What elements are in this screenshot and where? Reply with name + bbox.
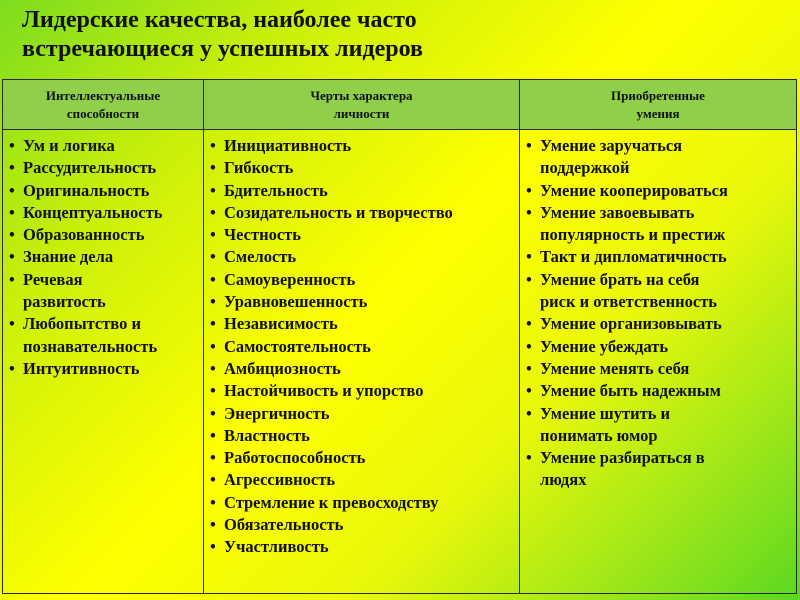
- list-item: [204, 536, 519, 558]
- list-item-text: Рассудительность: [23, 158, 157, 178]
- column-skills: [520, 129, 796, 593]
- list-item: [3, 180, 203, 202]
- list-item-text: Речевая: [23, 269, 83, 289]
- list-item: [520, 180, 796, 202]
- list-item-text: Оригинальность: [23, 180, 150, 200]
- list-item-text: познавательность: [23, 336, 158, 356]
- list-item: [520, 246, 796, 268]
- list-item: [520, 135, 796, 180]
- list-item: [520, 403, 796, 448]
- list-item-text: Знание дела: [23, 247, 114, 267]
- list-item-text: популярность и престиж: [540, 225, 726, 245]
- header-character-line-2: личности: [333, 105, 390, 121]
- page-title: [22, 6, 782, 64]
- list-item-text: Образованность: [23, 225, 145, 245]
- list-item-text: Участливость: [224, 537, 329, 557]
- list-item: [204, 336, 519, 358]
- list-item-text: поддержкой: [540, 158, 630, 178]
- list-item: [520, 336, 796, 358]
- list-item: [3, 135, 203, 157]
- list-item-text: людях: [540, 470, 587, 490]
- list-item-text: Умение разбираться в: [540, 448, 705, 468]
- header-character-line-1: Черты характера: [310, 87, 413, 103]
- list-item-text: Самоуверенность: [224, 269, 356, 289]
- header-intellectual: [3, 80, 204, 129]
- list-item: [204, 157, 519, 179]
- header-skills: [520, 80, 796, 129]
- list-item-text: Самостоятельность: [224, 336, 371, 356]
- list-item-text: развитость: [23, 292, 106, 312]
- list-item: [204, 514, 519, 536]
- list-item-text: Любопытство и: [23, 314, 141, 334]
- list-item-text: Энергичность: [224, 403, 330, 423]
- list-item-text: Властность: [224, 425, 310, 445]
- list-item: [204, 291, 519, 313]
- list-item: [520, 380, 796, 402]
- list-item: [204, 313, 519, 335]
- list-item: [204, 246, 519, 268]
- list-item-text: Инициативность: [224, 136, 352, 155]
- header-skills-line-1: Приобретенные: [611, 87, 705, 103]
- list-item-text: Амбициозность: [224, 358, 341, 378]
- list-item: [3, 358, 203, 380]
- list-item: [204, 135, 519, 157]
- title-line-2: встречающиеся у успешных лидеров: [22, 36, 423, 62]
- list-item-text: Смелость: [224, 247, 297, 267]
- list-item-text: Умение завоевывать: [540, 202, 695, 222]
- list-item-text: Умение организовывать: [540, 314, 722, 334]
- skills-list: [520, 135, 796, 492]
- title-line-1: Лидерские качества, наиболее часто: [22, 7, 417, 33]
- table-body: [3, 129, 796, 593]
- list-item: [204, 224, 519, 246]
- list-item-text: Уравновешенность: [224, 292, 368, 312]
- list-item: [204, 202, 519, 224]
- list-item-text: Интуитивность: [23, 358, 140, 378]
- list-item: [204, 380, 519, 402]
- list-item: [3, 224, 203, 246]
- header-intellectual-line-2: способности: [66, 105, 140, 121]
- list-item-text: Стремление к превосходству: [224, 492, 439, 512]
- list-item-text: Ум и логика: [23, 136, 115, 155]
- list-item-text: риск и ответственность: [540, 292, 718, 312]
- list-item-text: Созидательность и творчество: [224, 202, 453, 222]
- list-item-text: Умение быть надежным: [540, 381, 721, 401]
- list-item-text: Агрессивность: [224, 470, 336, 490]
- character-list: [204, 135, 519, 559]
- list-item-text: Гибкость: [224, 158, 294, 178]
- table-header-row: [3, 80, 796, 130]
- list-item: [204, 269, 519, 291]
- list-item-text: Настойчивость и упорство: [224, 381, 424, 401]
- list-item: [3, 313, 203, 358]
- header-character: [204, 80, 520, 129]
- list-item: [204, 469, 519, 491]
- list-item: [204, 403, 519, 425]
- list-item: [3, 157, 203, 179]
- list-item-text: Честность: [224, 225, 301, 245]
- list-item-text: Умение заручаться: [540, 136, 683, 155]
- list-item-text: Такт и дипломатичность: [540, 247, 727, 267]
- column-intellectual: [3, 129, 204, 593]
- list-item: [520, 269, 796, 314]
- list-item: [204, 447, 519, 469]
- list-item-text: Умение шутить и: [540, 403, 671, 423]
- list-item-text: Умение менять себя: [540, 358, 690, 378]
- column-character: [204, 129, 520, 593]
- list-item-text: Бдительность: [224, 180, 328, 200]
- list-item: [3, 269, 203, 314]
- list-item: [3, 246, 203, 268]
- list-item-text: Умение брать на себя: [540, 269, 700, 289]
- list-item-text: Работоспособность: [224, 448, 366, 468]
- list-item: [520, 202, 796, 247]
- list-item-text: Обязательность: [224, 515, 344, 535]
- list-item: [204, 425, 519, 447]
- list-item-text: понимать юмор: [540, 425, 658, 445]
- list-item: [204, 492, 519, 514]
- list-item: [520, 358, 796, 380]
- header-intellectual-line-1: Интеллектуальные: [45, 87, 161, 103]
- qualities-table: [2, 79, 797, 594]
- list-item-text: Концептуальность: [23, 202, 163, 222]
- list-item: [3, 202, 203, 224]
- list-item: [204, 358, 519, 380]
- list-item: [204, 180, 519, 202]
- list-item-text: Умение кооперироваться: [540, 180, 728, 200]
- list-item: [520, 313, 796, 335]
- intellectual-list: [3, 135, 203, 380]
- list-item-text: Независимость: [224, 314, 338, 334]
- header-skills-line-2: умения: [636, 105, 680, 121]
- list-item-text: Умение убеждать: [540, 336, 669, 356]
- list-item: [520, 447, 796, 492]
